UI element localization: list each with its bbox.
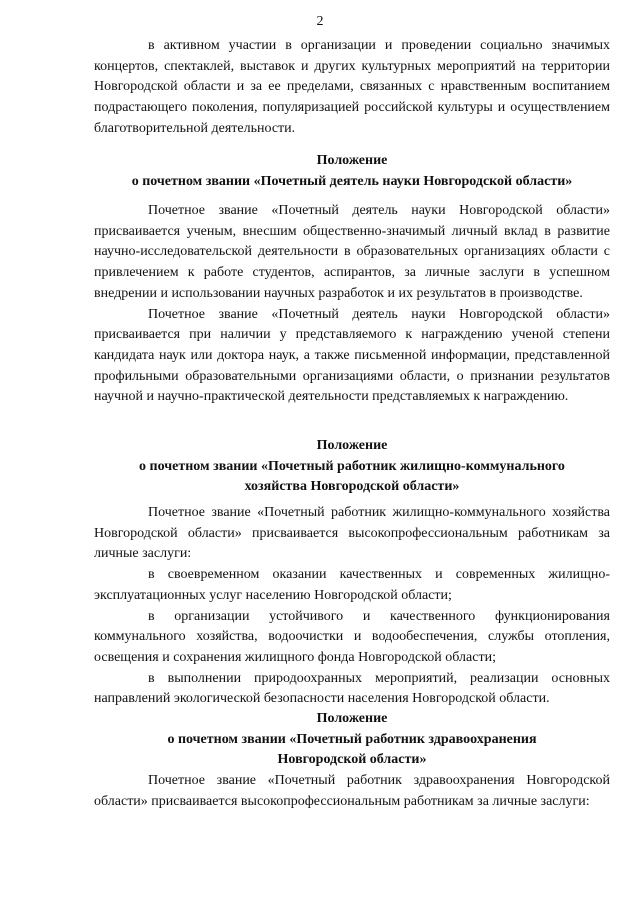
paragraph: в своевременном оказании качественных и современных жилищно-эксплуатационных услуг населению Новгородской области; xyxy=(94,567,610,603)
paragraph: в активном участии в организации и проведении социально значимых концертов, спектаклей, выставок и других культурных мероприятий на территории Новгородской области и за ее пределами, связанных с нравственным воспитанием подрастающего поколения, популяризацией российской культуры и осуществлением благотворительной деятельности. xyxy=(94,38,610,136)
heading-line: о почетном звании «Почетный работник здравоохранения xyxy=(167,731,537,747)
heading-line: Новгородской области» xyxy=(277,752,427,767)
section-heading xyxy=(94,151,610,192)
heading-line: о почетном звании «Почетный работник жилищно-коммунального xyxy=(139,458,565,474)
page-number: 2 xyxy=(316,14,324,29)
section-heading xyxy=(94,436,610,498)
paragraph: Почетное звание «Почетный работник жилищно-коммунального хозяйства Новгородской области» присваивается высокопрофессиональным работникам за личные заслуги: xyxy=(94,505,610,562)
heading-line: хозяйства Новгородской области» xyxy=(244,479,460,494)
heading-line: Положение xyxy=(316,438,388,453)
section-body xyxy=(94,503,610,710)
section-body xyxy=(94,201,610,408)
paragraph: в выполнении природоохранных мероприятий, реализации основных направлений экологической безопасности населения Новгородской области. xyxy=(94,670,610,707)
section-body xyxy=(94,771,610,812)
paragraph: в организации устойчивого и качественного функционирования коммунального хозяйства, водоочистки и водообеспечения, службы отопления, освещения и сохранения жилищного фонда Новгородской области; xyxy=(94,608,610,665)
intro-text xyxy=(94,36,610,140)
paragraph: Почетное звание «Почетный деятель науки Новгородской области» присваивается ученым, внесшим общественно-значимый личный вклад в развитие научно-исследовательской деятельности в образовательных организациях области с привлечением к работе студентов, аспирантов, за личные заслуги в успешном внедрении и использовании научных разработок и их результатов в производстве. xyxy=(94,203,610,301)
section-heading xyxy=(94,709,610,771)
heading-line: о почетном звании «Почетный деятель науки Новгородской области» xyxy=(131,173,573,189)
paragraph: Почетное звание «Почетный работник здравоохранения Новгородской области» присваивается высокопрофессиональным работникам за личные заслуги: xyxy=(94,773,610,809)
paragraph: Почетное звание «Почетный деятель науки Новгородской области» присваивается при наличии у представляемого к награждению ученой степени кандидата наук или доктора наук, а также письменной информации, представленной профильными образовательными организациями области, о признании результатов научной и научно-практической деятельности представляемых к награждению. xyxy=(94,306,610,405)
heading-line: Положение xyxy=(316,153,388,168)
heading-line: Положение xyxy=(316,711,388,726)
